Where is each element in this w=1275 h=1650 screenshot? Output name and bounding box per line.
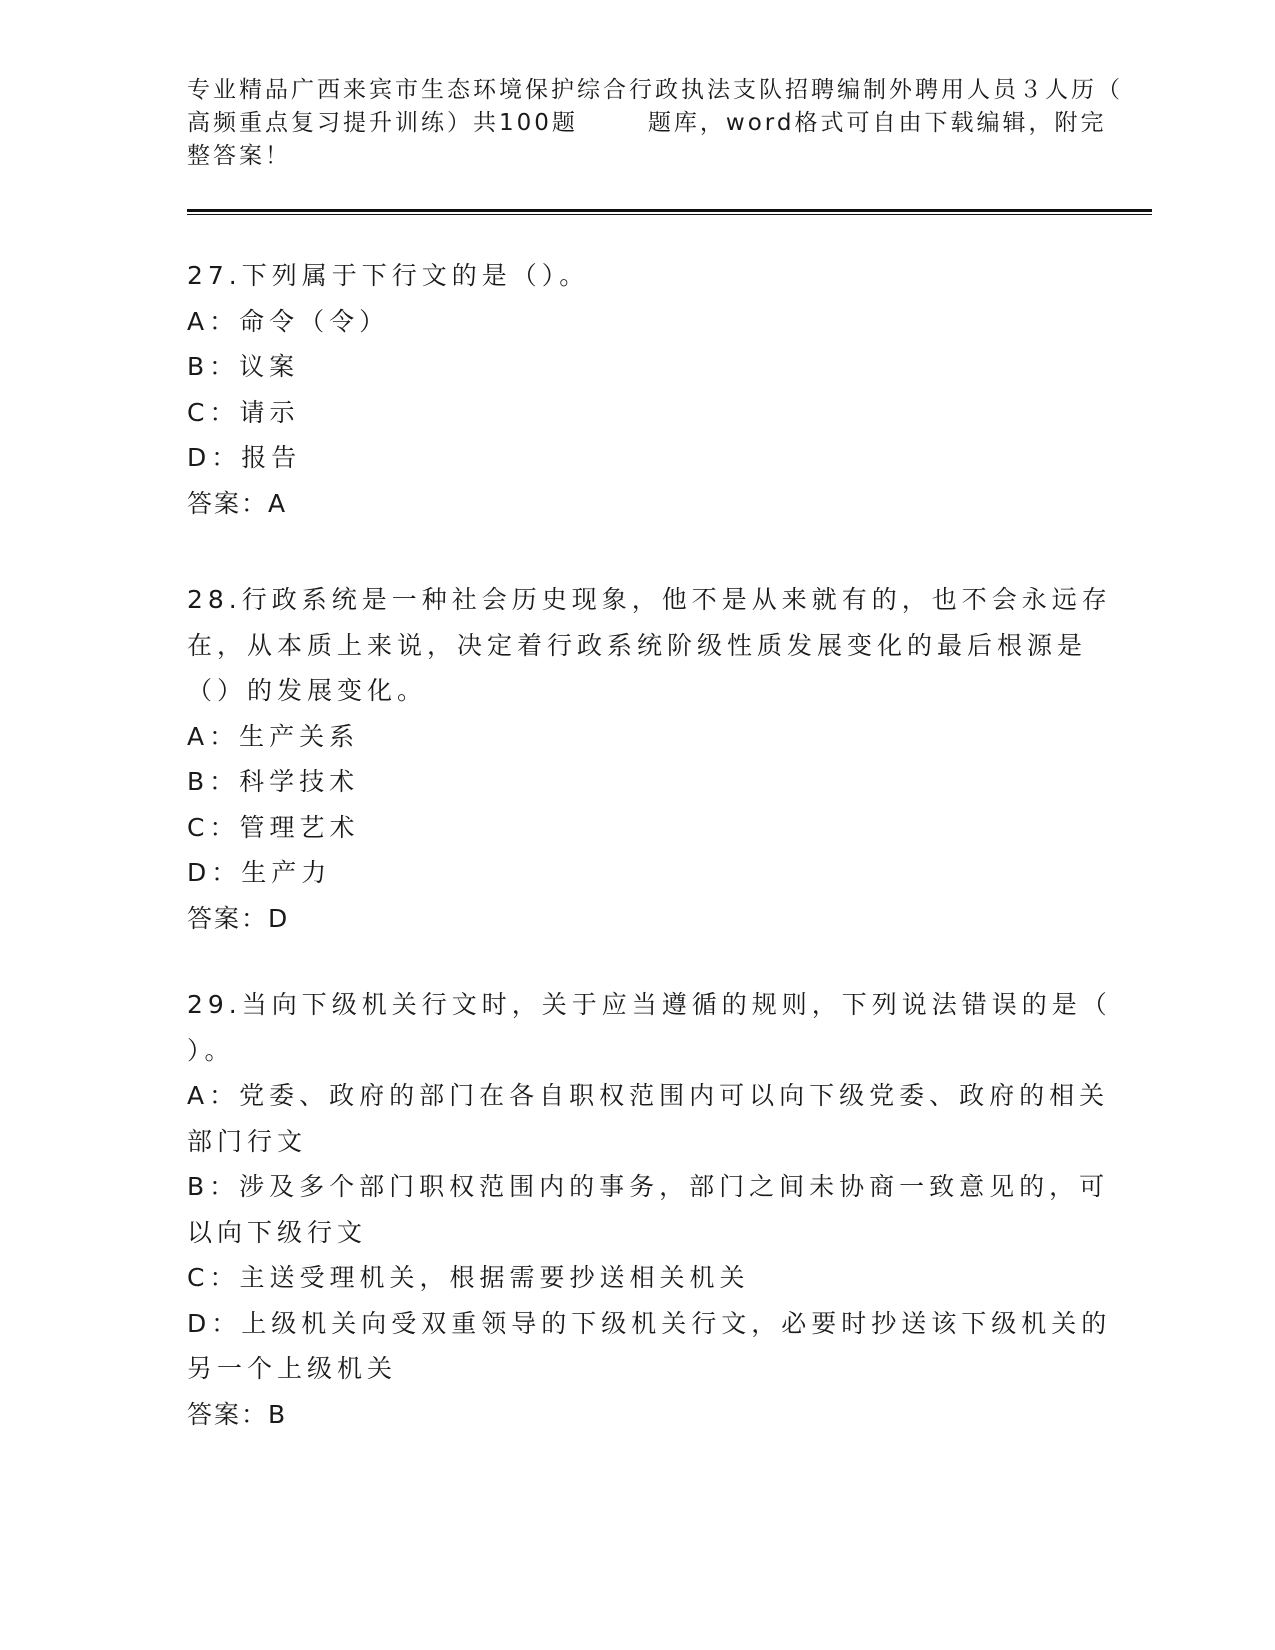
option-d-line-1: D：上级机关向受双重领导的下级机关行文，必要时抄送该下级机关的 xyxy=(187,1308,1112,1338)
option-c: C：主送受理机关，根据需要抄送相关机关 xyxy=(187,1263,750,1292)
question-27 xyxy=(187,253,1087,526)
question-stem-line-1: 29.当向下级机关行文时，关于应当遵循的规则，下列说法错误的是（ xyxy=(187,990,1112,1019)
option-b: B：科学技术 xyxy=(187,767,360,796)
option-b-line-1: B：涉及多个部门职权范围内的事务，部门之间未协商一致意见的，可 xyxy=(187,1172,1110,1201)
option-d: D：生产力 xyxy=(187,858,332,887)
option-d: D：报告 xyxy=(187,443,302,472)
option-a-line-1: A：党委、政府的部门在各自职权范围内可以向下级党委、政府的相关 xyxy=(187,1081,1110,1110)
question-stem: 27.下列属于下行文的是（）。 xyxy=(187,261,590,290)
question-stem-line-3: （）的发展变化。 xyxy=(187,676,428,705)
answer: 答案：D xyxy=(187,903,290,933)
option-d-line-2: 另一个上级机关 xyxy=(187,1354,398,1383)
option-b: B：议案 xyxy=(187,352,300,381)
header-line-2 xyxy=(187,107,1107,140)
question-stem-line-1: 28.行政系统是一种社会历史现象，他不是从来就有的，也不会永远存 xyxy=(187,585,1112,614)
question-stem-line-2: ）。 xyxy=(187,1035,235,1065)
answer: 答案：B xyxy=(187,1399,288,1429)
option-b-line-2: 以向下级行文 xyxy=(187,1217,368,1247)
header-line-1: 专业精品广西来宾市生态环境保护综合行政执法支队招聘编制外聘用人员３人历（ xyxy=(187,77,1123,103)
question-28 xyxy=(187,577,1112,941)
header-rule-thick xyxy=(187,209,1152,212)
option-a: A：命令（令） xyxy=(187,306,390,336)
question-stem-line-2: 在，从本质上来说，决定着行政系统阶级性质发展变化的最后根源是 xyxy=(187,630,1088,660)
option-a: A：生产关系 xyxy=(187,721,360,751)
header-line-2-part-1: 高频重点复习提升训练）共100题 xyxy=(187,110,578,136)
document-header xyxy=(187,74,1123,173)
header-rule-thin xyxy=(187,214,1152,215)
header-line-2-part-2: 题库，word格式可自由下载编辑，附完 xyxy=(647,110,1107,136)
answer: 答案：A xyxy=(187,488,288,518)
option-a-line-2: 部门行文 xyxy=(187,1126,308,1156)
option-c: C：管理艺术 xyxy=(187,812,360,842)
header-line-3: 整答案！ xyxy=(187,143,291,169)
option-c: C：请示 xyxy=(187,397,300,427)
question-29 xyxy=(187,982,1112,1437)
